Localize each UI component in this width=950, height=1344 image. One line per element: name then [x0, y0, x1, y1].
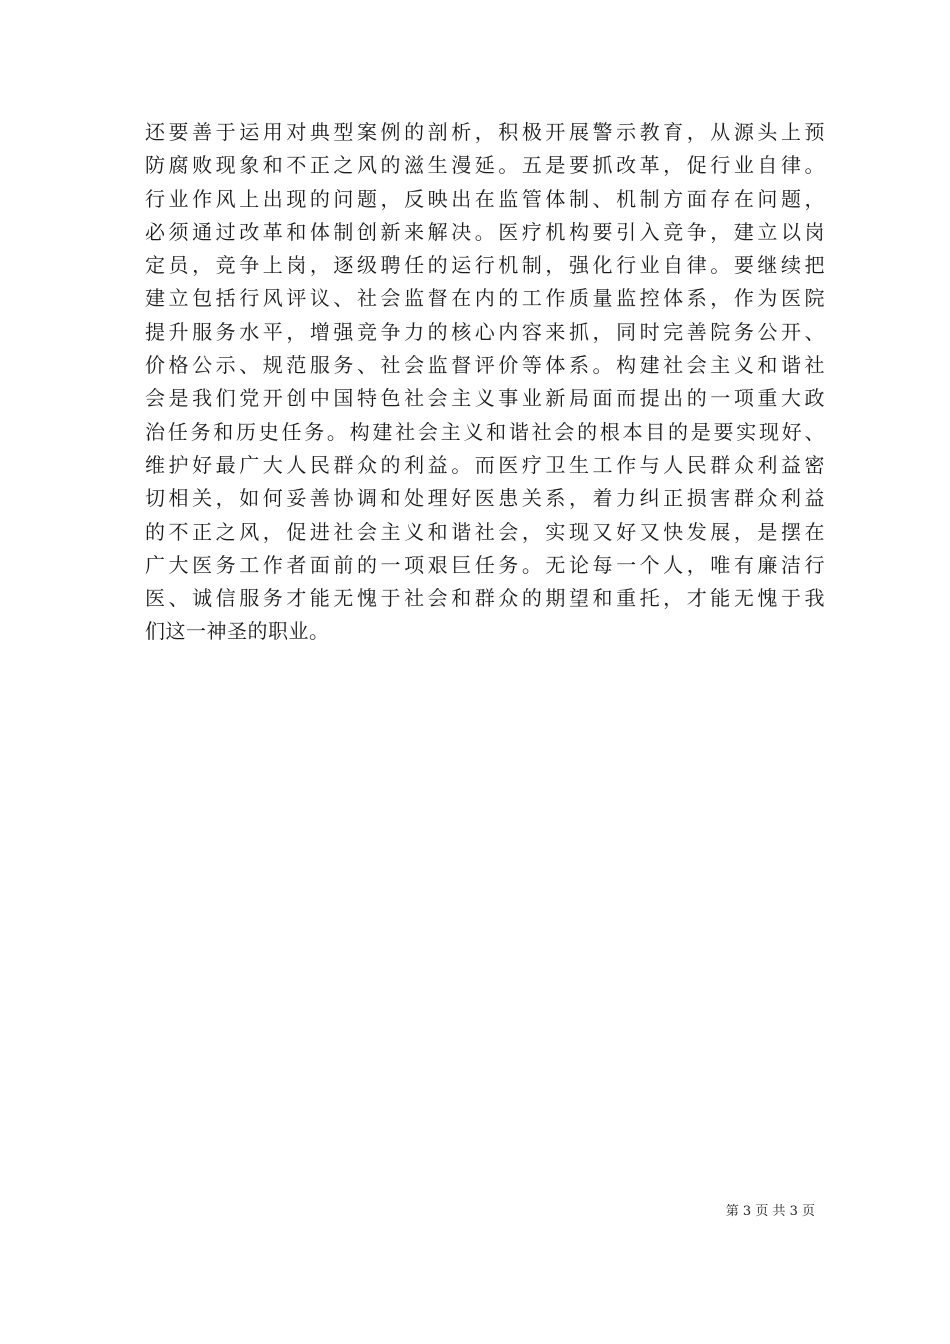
text-line-9: 会是我们党开创中国特色社会主义事业新局面而提出的一项重大政	[145, 386, 825, 411]
text-line-10: 治任务和历史任务。构建社会主义和谐社会的根本目的是要实现好、	[145, 419, 825, 444]
text-line-2: 防腐败现象和不正之风的滋生漫延。五是要抓改革，促行业自律。	[145, 153, 825, 178]
body-paragraph	[145, 116, 825, 649]
text-line-13: 的不正之风，促进社会主义和谐社会，实现又好又快发展，是摆在	[145, 519, 825, 544]
text-line-15: 医、诚信服务才能无愧于社会和群众的期望和重托，才能无愧于我	[145, 586, 825, 611]
page-number-footer: 第 3 页 共 3 页	[725, 1204, 815, 1219]
text-line-12: 切相关，如何妥善协调和处理好医患关系，着力纠正损害群众利益	[145, 486, 825, 511]
text-line-3: 行业作风上出现的问题，反映出在监管体制、机制方面存在问题，	[145, 186, 825, 211]
text-line-11: 维护好最广大人民群众的利益。而医疗卫生工作与人民群众利益密	[145, 452, 825, 477]
text-line-7: 提升服务水平，增强竞争力的核心内容来抓，同时完善院务公开、	[145, 319, 825, 344]
text-line-8: 价格公示、规范服务、社会监督评价等体系。构建社会主义和谐社	[145, 353, 825, 378]
text-line-14: 广大医务工作者面前的一项艰巨任务。无论每一个人，唯有廉洁行	[145, 552, 825, 577]
text-line-5: 定员，竞争上岗，逐级聘任的运行机制，强化行业自律。要继续把	[145, 253, 825, 278]
text-line-6: 建立包括行风评议、社会监督在内的工作质量监控体系，作为医院	[145, 286, 825, 311]
text-line-4: 必须通过改革和体制创新来解决。医疗机构要引入竞争，建立以岗	[145, 219, 825, 244]
text-line-1: 还要善于运用对典型案例的剖析，积极开展警示教育，从源头上预	[145, 120, 825, 144]
text-line-16: 们这一神圣的职业。	[145, 619, 330, 644]
